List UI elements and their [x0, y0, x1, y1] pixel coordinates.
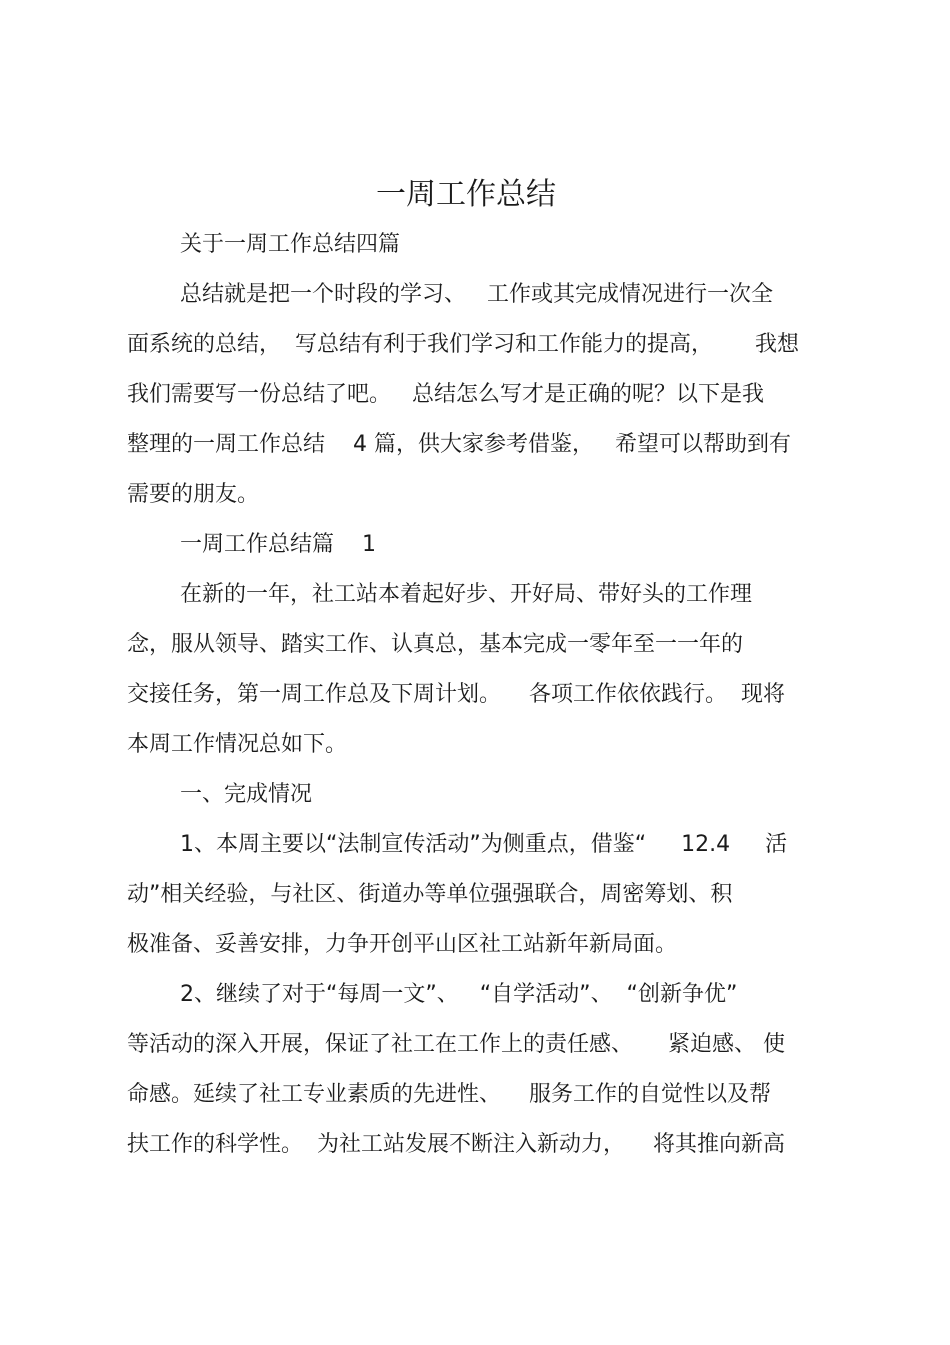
- section-heading: 一、完成情况: [180, 782, 313, 807]
- paragraph-line: 需要的朋友。: [127, 482, 260, 507]
- paragraph-line: 2、继续了对于“每周一文”、 “自学活动”、 “创新争优”: [180, 982, 738, 1007]
- section-heading: 一周工作总结篇 1: [180, 532, 376, 557]
- paragraph-line: 极准备、妥善安排，力争开创平山区社工站新年新局面。: [127, 932, 678, 957]
- paragraph-line: 1、本周主要以“法制宣传活动”为侧重点，借鉴“ 12.4 活: [180, 832, 788, 857]
- paragraph-line: 我们需要写一份总结了吧。 总结怎么写才是正确的呢？以下是我: [127, 382, 764, 407]
- paragraph-line: 动”相关经验，与社区、街道办等单位强强联合，周密筹划、积: [127, 882, 733, 907]
- paragraph-line: 整理的一周工作总结 4 篇，供大家参考借鉴， 希望可以帮助到有: [127, 432, 791, 457]
- paragraph-line: 本周工作情况总如下。: [127, 732, 348, 757]
- paragraph-line: 念，服从领导、踏实工作、认真总，基本完成一零年至一一年的: [127, 632, 744, 657]
- paragraph-line: 在新的一年，社工站本着起好步、开好局、带好头的工作理: [180, 582, 753, 607]
- paragraph-line: 扶工作的科学性。 为社工站发展不断注入新动力， 将其推向新高: [127, 1132, 785, 1157]
- subtitle-line: 关于一周工作总结四篇: [180, 232, 401, 257]
- paragraph-line: 交接任务，第一周工作总及下周计划。 各项工作依依践行。 现将: [127, 682, 785, 707]
- paragraph-line: 命感。延续了社工专业素质的先进性、 服务工作的自觉性以及帮: [127, 1082, 771, 1107]
- paragraph-line: 等活动的深入开展，保证了社工在工作上的责任感、 紧迫感、 使: [127, 1032, 785, 1057]
- paragraph-line: 总结就是把一个时段的学习、 工作或其完成情况进行一次全: [180, 282, 773, 307]
- paragraph-line: 面系统的总结， 写总结有利于我们学习和工作能力的提高， 我想: [127, 332, 799, 357]
- document-title: 一周工作总结: [376, 177, 556, 212]
